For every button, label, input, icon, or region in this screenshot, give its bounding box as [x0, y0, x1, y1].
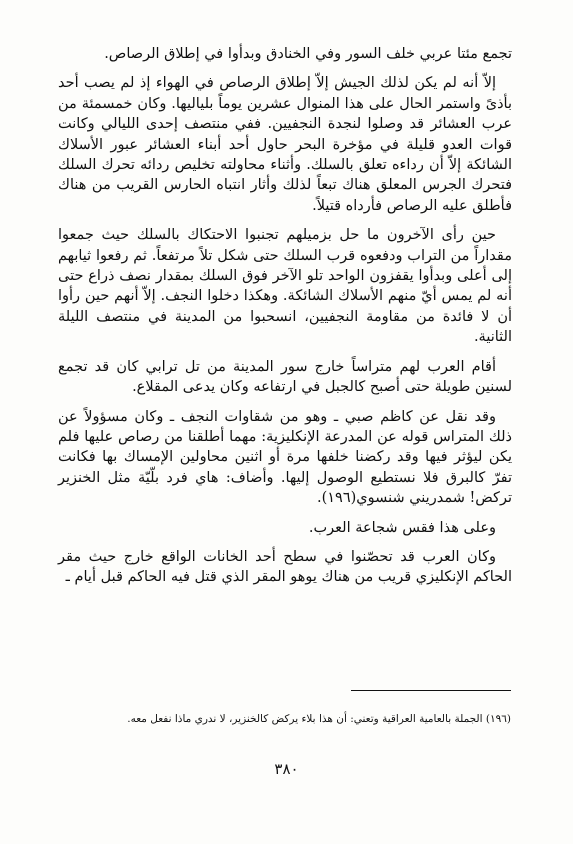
paragraph-1: تجمع مئتا عربي خلف السور وفي الخنادق وبدأوا في إطلاق الرصاص. [104, 46, 512, 62]
paragraph-7: وكان العرب قد تحصّنوا في سطح أحد الخانات الواقع خارج حيث مقر الحاكم الإنكليزي قريب من هناك يوهو المقر الذي قتل فيه الحاكم قبل أيام ـ [58, 548, 512, 586]
paragraph-4: أقام العرب لهم متراساً خارج سور المدينة من تل ترابي كان قد تجمع لسنين طويلة حتى أصبح كالجبل في ارتفاعه وكان يدعى المقلاع. [58, 358, 512, 396]
paragraph-5: وقد نقل عن كاظم صبي ـ وهو من شقاوات النجف ـ وكان مسؤولاً عن ذلك المتراس قوله عن المدرعة الإنكليزية: مهما أطلقنا من رصاص عليها فلم يكن ليؤثر فيها وقد ركضنا خلفها مرة أو اثنين محاولين الإمساك بها فكانت تفرّ كالبرق فلا نستطيع الوصول إليها. وأضاف: هاي فرد بلّيّة مثل الخنزير تركض! شمدريني شنسوي(١٩٦). [58, 408, 512, 507]
paragraph-6: وعلى هذا فقس شجاعة العرب. [308, 519, 496, 536]
footnote: (١٩٦) الجملة بالعامية العراقية وتعني: أن هذا بلاء يركض كالخنزير، لا ندري ماذا نفعل معه. [127, 713, 511, 725]
body-text [58, 44, 512, 597]
paragraph-3: حين رأى الآخرون ما حل بزميلهم تجنبوا الاحتكاك بالسلك حيث جمعوا مقداراً من التراب ودفعوه قرب السلك حتى شكل تلاً مرتفعاً. ثم رفعوا ثيابهم إلى أعلى وبدأوا يقفزون الواحد تلو الآخر فوق السلك بمقدار نصف ذراع حتى أنه لم يمس أيّ منهم الأسلاك الشائكة. وهكذا دخلوا النجف. إلاّ أنهم حين رأوا أن لا فائدة من مقاومة النجفيين، انسحبوا من المدينة في منتصف الليلة الثانية. [58, 227, 512, 346]
paragraph-2: إلاّ أنه لم يكن لذلك الجيش إلاّ إطلاق الرصاص في الهواء إذ لم يصب أحد بأذىً واستمر الحال على هذا المنوال عشرين يوماً بلياليها. وكان خمسمئة من عرب العشائر قد وصلوا لنجدة النجفيين. ففي منتصف إحدى الليالي وكانت قوات العدو قليلة في مؤخرة البحر حاول أحد أبناء العشائر عبور الأسلاك الشائكة إلاّ أن رداءه تعلق بالسلك. وأثناء محاولته تخليص ردائه تحرك السلك فتحرك الجرس المعلق هناك تبعاً لذلك وأثار انتباه الحارس القريب من هناك فأطلق عليه الرصاص فأرداه قتيلاً. [58, 75, 512, 214]
footnote-divider [351, 690, 511, 691]
page-number: ٣٨٠ [274, 760, 299, 778]
